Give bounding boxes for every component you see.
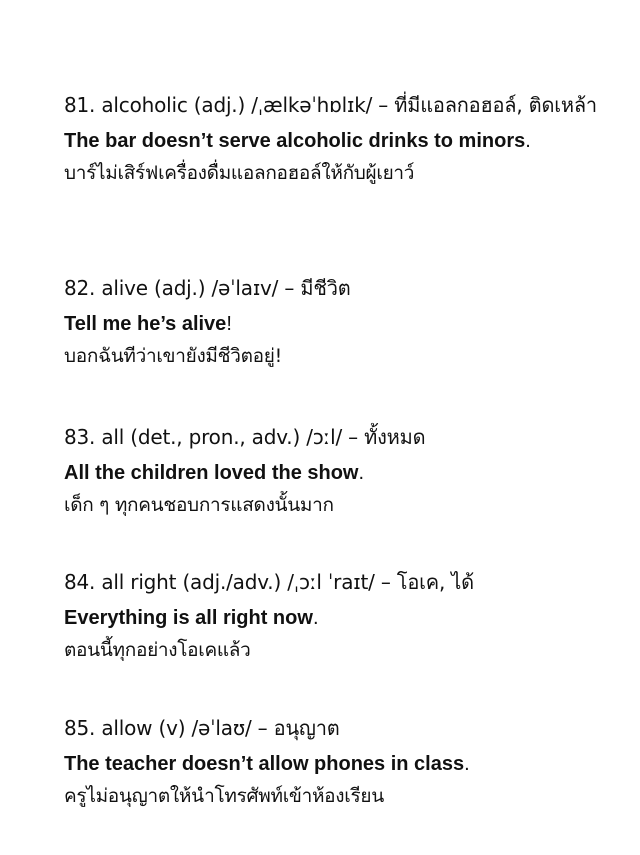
thai-translation: บาร์ไม่เสิร์ฟเครื่องดื่มแอลกอฮอล์ให้กับผู้เยาว์ (64, 162, 415, 184)
vocab-entry-83 (64, 420, 624, 520)
example-text: The bar doesn’t serve alcoholic drinks to minors (64, 130, 526, 152)
entry-heading: 83. all (det., pron., adv.) /ɔːl/ – ทั้งหมด (64, 425, 426, 449)
example-text: Everything is all right now (64, 607, 313, 629)
example-punctuation: . (464, 753, 470, 775)
thai-translation: ตอนนี้ทุกอย่างโอเคแล้ว (64, 639, 251, 661)
example-text: Tell me he’s alive (64, 313, 227, 335)
example-punctuation: ! (226, 313, 232, 335)
example-sentence (64, 128, 624, 154)
example-punctuation: . (525, 130, 531, 152)
vocab-entry-82 (64, 271, 624, 371)
example-text: All the children loved the show (64, 462, 359, 484)
example-sentence (64, 751, 624, 777)
entry-heading: 85. allow (v) /əˈlaʊ/ – อนุญาต (64, 716, 340, 740)
vocab-entry-84 (64, 565, 624, 665)
entry-heading: 82. alive (adj.) /əˈlaɪv/ – มีชีวิต (64, 276, 351, 300)
vocab-entry-85 (64, 711, 624, 811)
example-punctuation: . (312, 607, 319, 629)
thai-translation: ครูไม่อนุญาตให้นำโทรศัพท์เข้าห้องเรียน (64, 785, 384, 807)
example-punctuation: . (358, 462, 365, 484)
entry-heading: 81. alcoholic (adj.) /ˌælkəˈhɒlɪk/ – ที่มีแอลกอฮอล์, ติดเหล้า (64, 93, 597, 117)
example-text: The teacher doesn’t allow phones in class (64, 753, 465, 775)
example-sentence (64, 460, 624, 486)
thai-translation: เด็ก ๆ ทุกคนชอบการแสดงนั้นมาก (64, 494, 334, 516)
vocab-entry-81 (64, 88, 624, 188)
example-sentence (64, 605, 624, 631)
example-sentence (64, 311, 624, 337)
thai-translation: บอกฉันทีว่าเขายังมีชีวิตอยู่! (64, 345, 282, 367)
entry-heading: 84. all right (adj./adv.) /ˌɔːl ˈraɪt/ – โอเค, ได้ (64, 570, 474, 594)
